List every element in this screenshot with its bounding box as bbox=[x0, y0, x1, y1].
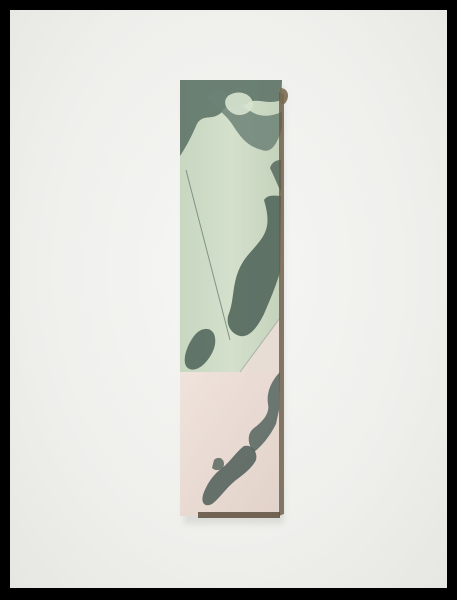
slab-bottom-edge bbox=[198, 512, 280, 518]
mounting-hook bbox=[280, 88, 288, 104]
slab-right-edge bbox=[279, 92, 284, 516]
pink-stone-section bbox=[180, 372, 280, 516]
